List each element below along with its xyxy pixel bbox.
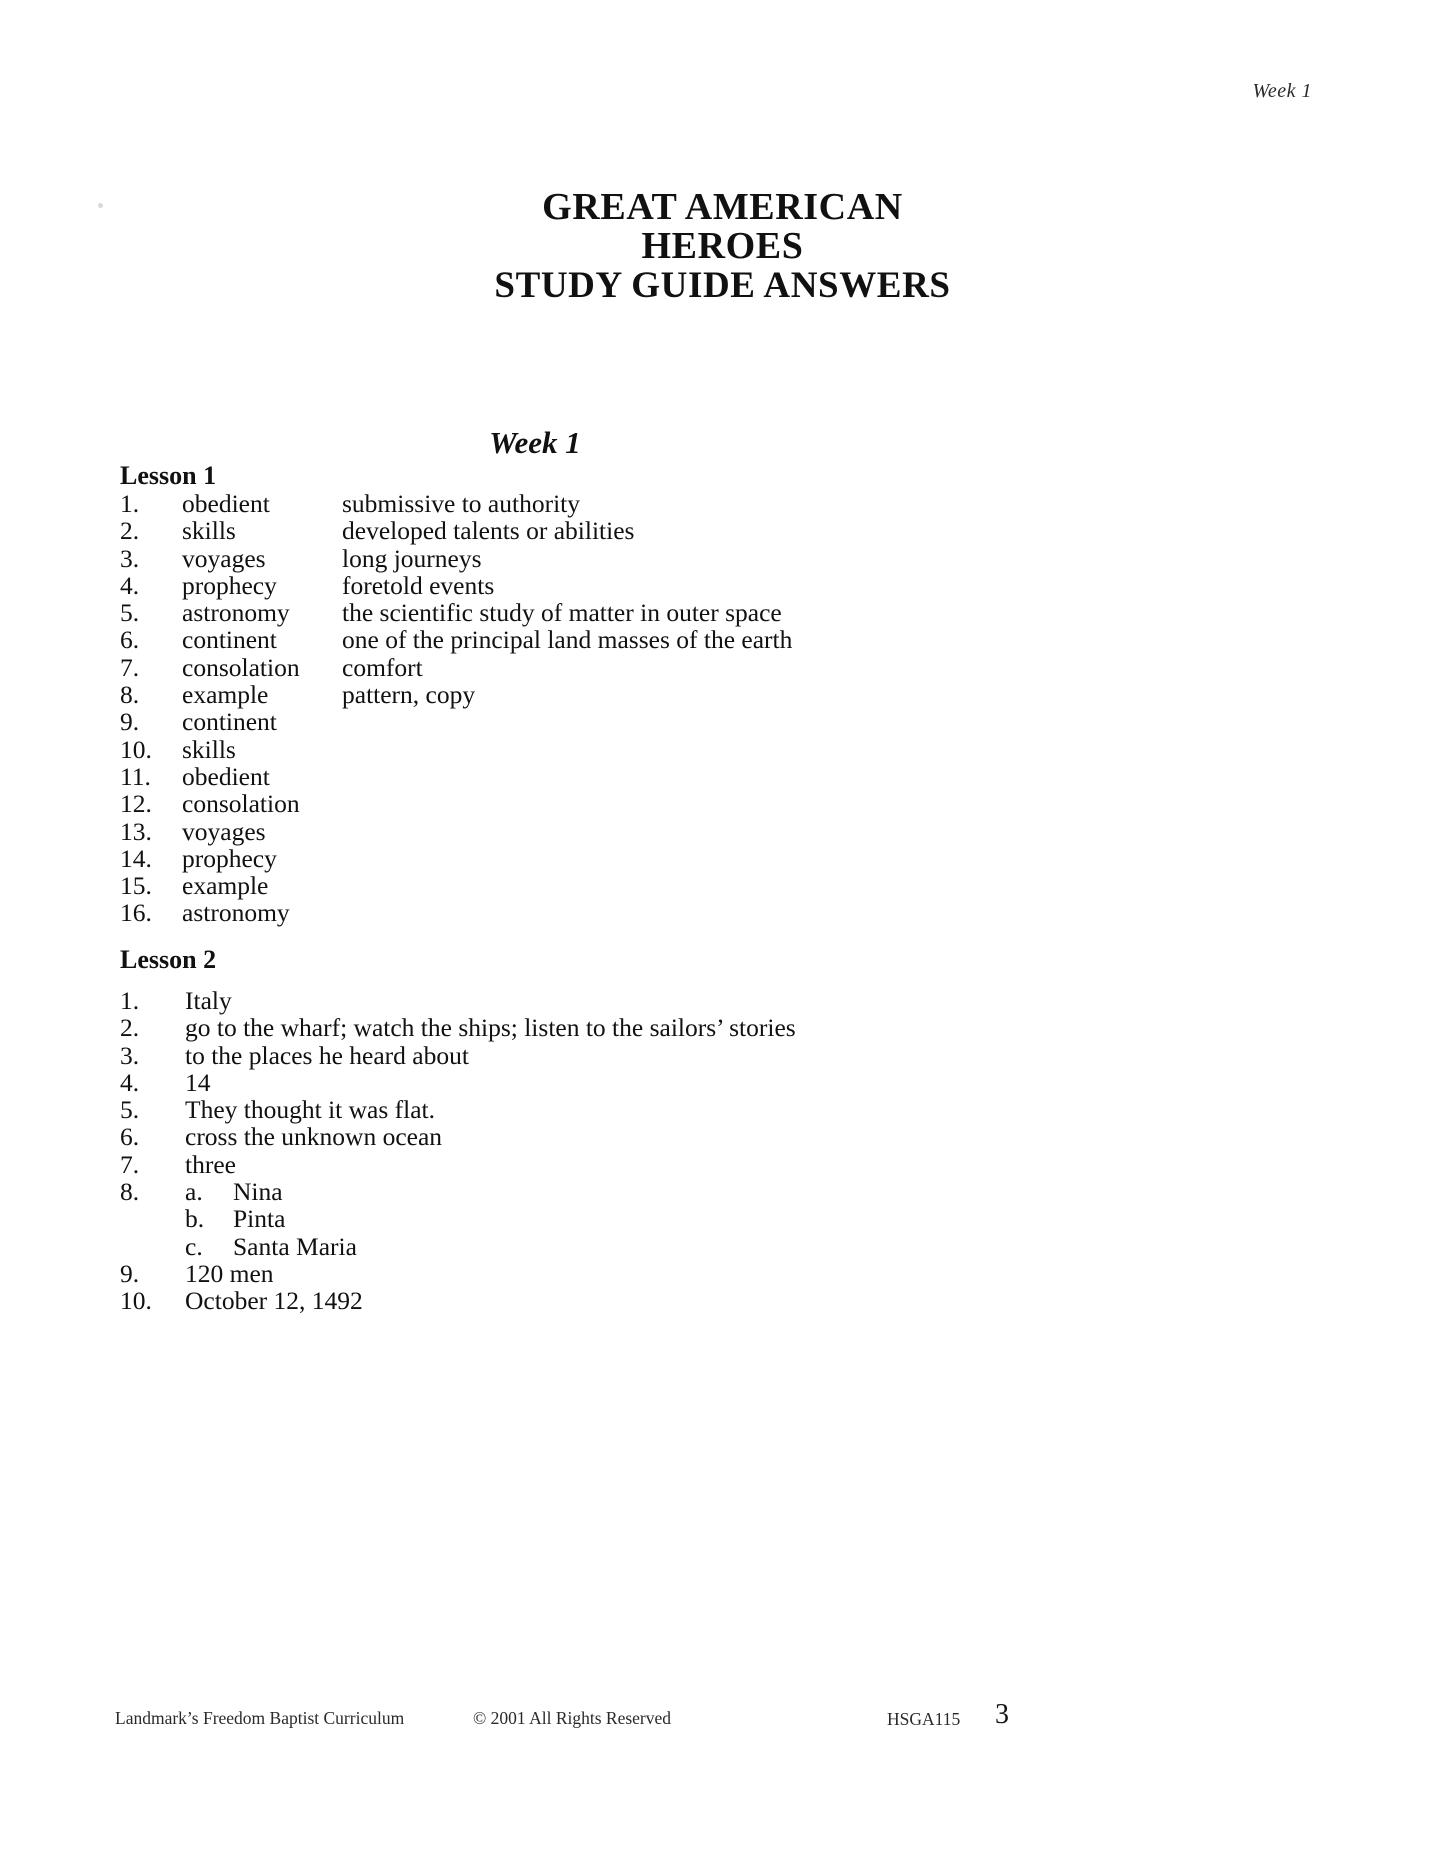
list-item	[120, 516, 1120, 546]
vocabulary-term: obedient	[182, 489, 270, 518]
list-item-number: 4.	[120, 1067, 140, 1097]
list-item	[120, 1150, 1120, 1177]
list-item-number: 11.	[120, 761, 151, 791]
list-item	[120, 680, 1120, 710]
page-title-line-1: GREAT AMERICAN	[542, 186, 903, 228]
list-item	[120, 1177, 1120, 1207]
list-item	[120, 1204, 1120, 1234]
list-item-number: 1.	[120, 986, 140, 1015]
list-item	[120, 1013, 1120, 1043]
list-item-number: 12.	[120, 789, 152, 819]
vocabulary-definition: foretold events	[342, 570, 495, 600]
list-item	[120, 1068, 1120, 1095]
vocabulary-term: example	[182, 680, 269, 710]
list-item-number: 5.	[120, 598, 140, 628]
list-item	[120, 844, 1120, 871]
list-item-number: 9.	[120, 1258, 140, 1288]
list-item-number: 6.	[120, 625, 140, 655]
vocabulary-term: voyages	[182, 816, 266, 846]
footer-page-number: 3	[995, 1699, 1009, 1730]
vocabulary-term: consolation	[182, 652, 300, 682]
list-item-number: 7.	[120, 652, 140, 682]
list-item-number: 13.	[120, 816, 152, 846]
sub-item-letter: a.	[185, 1177, 203, 1207]
footer-publisher: Landmark’s Freedom Baptist Curriculum	[115, 1708, 405, 1728]
list-item-number: 14.	[120, 843, 152, 873]
list-item	[120, 762, 1120, 789]
list-item-number: 7.	[120, 1149, 140, 1179]
list-item-number: 4.	[120, 570, 140, 600]
list-item	[120, 598, 1120, 628]
sub-item-letter: b.	[185, 1204, 205, 1234]
answer-text: They thought it was flat.	[185, 1095, 435, 1125]
list-item	[120, 544, 1120, 571]
list-item-number: 2.	[120, 1013, 140, 1043]
list-item-number: 5.	[120, 1095, 140, 1125]
list-item	[120, 1041, 1120, 1068]
answer-text: October 12, 1492	[185, 1286, 363, 1316]
lesson-heading-2: Lesson 2	[120, 945, 217, 974]
sub-item-letter: c.	[185, 1231, 203, 1261]
list-item-number: 9.	[120, 707, 140, 737]
list-item-number: 16.	[120, 898, 152, 928]
list-item	[120, 817, 1120, 844]
list-item	[120, 571, 1120, 598]
answer-text: go to the wharf; watch the ships; listen to the sailors’ stories	[185, 1013, 796, 1043]
footer-copyright: © 2001 All Rights Reserved	[473, 1708, 672, 1728]
list-item-number: 1.	[120, 489, 140, 518]
list-item	[120, 625, 1120, 655]
vocabulary-term: prophecy	[182, 843, 277, 873]
lesson-2-answer-list	[120, 986, 1120, 1314]
list-item	[120, 898, 1120, 928]
list-item-number: 10.	[120, 1286, 152, 1316]
list-item	[120, 789, 1120, 819]
list-item	[120, 1259, 1120, 1286]
vocabulary-definition: pattern, copy	[342, 680, 476, 710]
running-head-week: Week 1	[1252, 80, 1312, 102]
vocabulary-term: obedient	[182, 761, 270, 791]
answer-text: to the places he heard about	[185, 1040, 469, 1070]
week-section-heading: Week 1	[489, 425, 581, 460]
vocabulary-definition: long journeys	[342, 543, 482, 573]
vocabulary-definition: comfort	[342, 652, 423, 682]
list-item	[120, 1122, 1120, 1152]
answer-text: cross the unknown ocean	[185, 1122, 443, 1152]
vocabulary-term: skills	[182, 516, 236, 546]
list-item-number: 6.	[120, 1122, 140, 1152]
list-item	[120, 653, 1120, 680]
answer-text: three	[185, 1149, 236, 1179]
answer-text: Italy	[185, 986, 232, 1015]
lesson-heading-1: Lesson 1	[120, 461, 217, 490]
list-item	[120, 871, 1120, 901]
list-item-number: 10.	[120, 734, 152, 764]
list-item-number: 3.	[120, 543, 140, 573]
vocabulary-definition: one of the principal land masses of the earth	[342, 625, 793, 655]
page-title-line-2: HEROES	[641, 225, 804, 267]
sub-item-answer: Pinta	[233, 1204, 286, 1234]
vocabulary-term: example	[182, 871, 269, 901]
list-item-number: 8.	[120, 680, 140, 710]
vocabulary-definition: submissive to authority	[342, 489, 580, 518]
vocabulary-term: skills	[182, 734, 236, 764]
list-item	[120, 1232, 1120, 1259]
answer-text: 14	[185, 1067, 211, 1097]
list-item-number: 3.	[120, 1040, 140, 1070]
list-item	[120, 707, 1120, 737]
lesson-1-answer-list	[120, 489, 1120, 926]
list-item	[120, 489, 1120, 516]
list-item-number: 2.	[120, 516, 140, 546]
vocabulary-definition: the scientific study of matter in outer space	[342, 598, 782, 628]
vocabulary-term: continent	[182, 625, 277, 655]
page-title	[0, 188, 1445, 305]
vocabulary-term: voyages	[182, 543, 266, 573]
list-item	[120, 735, 1120, 762]
list-item-number: 8.	[120, 1177, 140, 1207]
list-item	[120, 986, 1120, 1013]
vocabulary-term: prophecy	[182, 570, 277, 600]
sub-item-answer: Santa Maria	[233, 1231, 357, 1261]
answer-text: 120 men	[185, 1258, 274, 1288]
footer-product-code: HSGA115	[887, 1709, 961, 1729]
vocabulary-definition: developed talents or abilities	[342, 516, 635, 546]
vocabulary-term: continent	[182, 707, 277, 737]
vocabulary-term: astronomy	[182, 898, 290, 928]
list-item	[120, 1095, 1120, 1125]
vocabulary-term: astronomy	[182, 598, 290, 628]
list-item-number: 15.	[120, 871, 152, 901]
vocabulary-term: consolation	[182, 789, 300, 819]
page-title-line-3: STUDY GUIDE ANSWERS	[494, 265, 951, 306]
page-footer	[115, 1699, 1330, 1748]
sub-item-answer: Nina	[233, 1177, 283, 1207]
list-item	[120, 1286, 1120, 1316]
